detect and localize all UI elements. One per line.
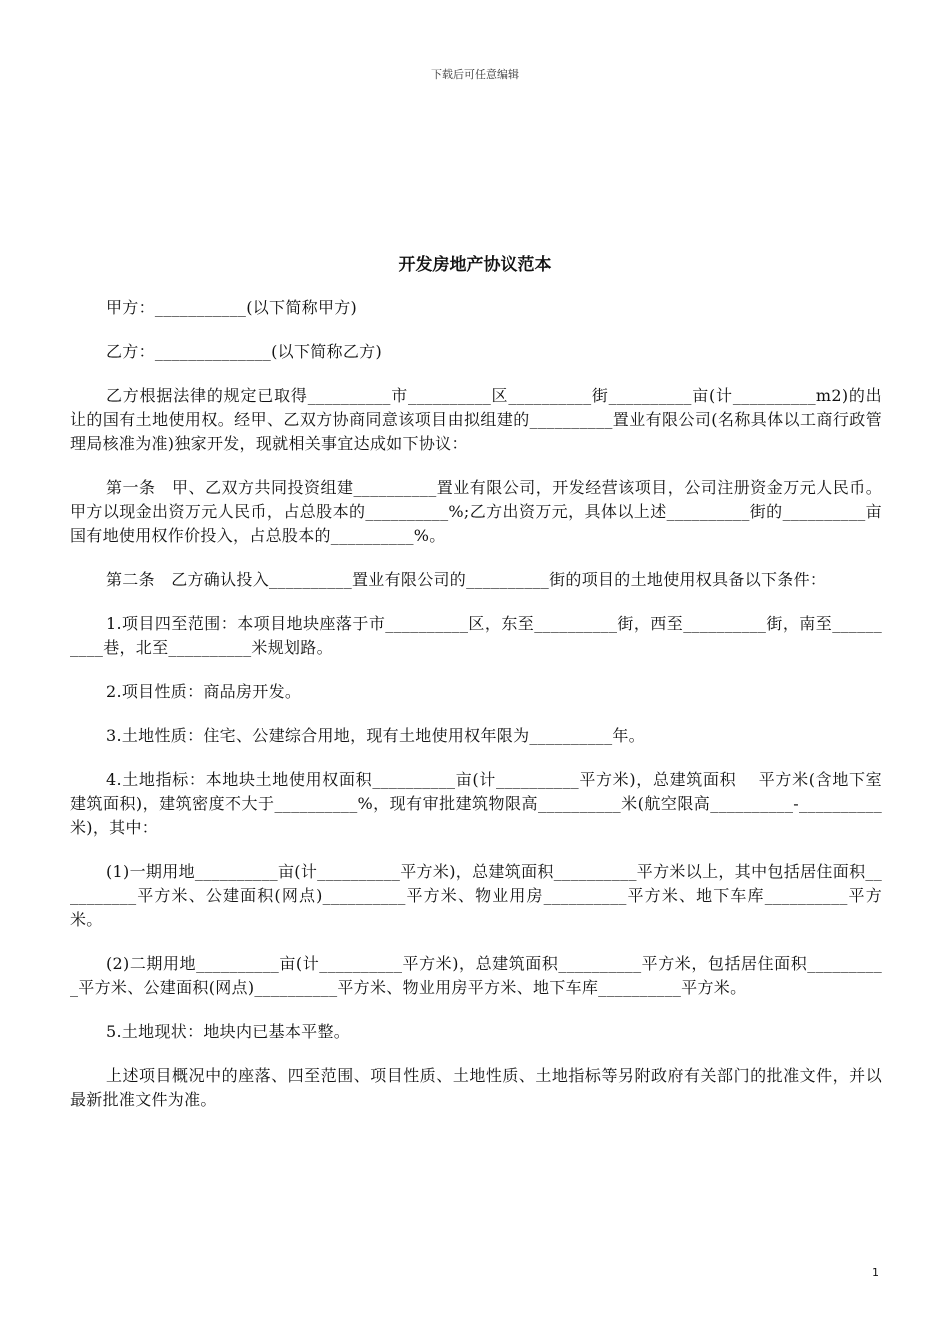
- article-2: 第二条 乙方确认投入__________置业有限公司的__________街的项目的土地使用权具备以下条件：: [106, 570, 827, 589]
- item-2-nature: 2.项目性质：商品房开发。: [106, 682, 302, 701]
- item-3-land-type: 3.土地性质：住宅、公建综合用地，现有土地使用权年限为__________年。: [106, 726, 645, 745]
- party-a-line: 甲方：___________(以下简称甲方): [106, 298, 358, 317]
- header-note: 下载后可任意编辑: [431, 68, 519, 81]
- document-body: [70, 296, 882, 1132]
- document-title: 开发房地产协议范本: [398, 255, 552, 275]
- closing-paragraph: 上述项目概况中的座落、四至范围、项目性质、土地性质、土地指标等另附政府有关部门的批准文件，并以最新批准文件为准。: [70, 1066, 882, 1109]
- item-1-boundaries: 1.项目四至范围：本项目地块座落于市__________区，东至__________街，西至__________街，南至__________巷，北至__________米规划路。: [70, 614, 882, 657]
- phase-2-land: (2)二期用地__________亩(计__________平方米)，总建筑面积__________平方米，包括居住面积__________平方米、公建面积(网点)__________平方米、物业用房平方米、地下车库__________平方米。: [70, 954, 882, 997]
- item-5-status: 5.土地现状：地块内已基本平整。: [106, 1022, 351, 1041]
- article-1: 第一条 甲、乙双方共同投资组建__________置业有限公司，开发经营该项目，公司注册资金万元人民币。甲方以现金出资万元人民币，占总股本的__________%;乙方出资万元，具体以上述__________街的__________亩国有地使用权作价投入，占总股本的__________%。: [70, 478, 882, 545]
- page-number: 1: [872, 1266, 879, 1279]
- item-4-indicators: 4.土地指标：本地块土地使用权面积__________亩(计__________平方米)，总建筑面积 平方米(含地下室建筑面积)，建筑密度不大于__________%，现有审批建筑物限高__________米(航空限高__________-__________米)，其中：: [70, 770, 882, 837]
- preamble-paragraph: 乙方根据法律的规定已取得__________市__________区__________街__________亩(计__________m2)的出让的国有土地使用权。经甲、乙双方协商同意该项目由拟组建的__________置业有限公司(名称具体以工商行政管理局核准为准)独家开发，现就相关事宜达成如下协议：: [70, 386, 882, 453]
- phase-1-land: (1)一期用地__________亩(计__________平方米)，总建筑面积__________平方米以上，其中包括居住面积__________平方米、公建面积(网点)__________平方米、物业用房__________平方米、地下车库__________平方米。: [70, 862, 882, 929]
- party-b-line: 乙方：______________(以下简称乙方): [106, 342, 382, 361]
